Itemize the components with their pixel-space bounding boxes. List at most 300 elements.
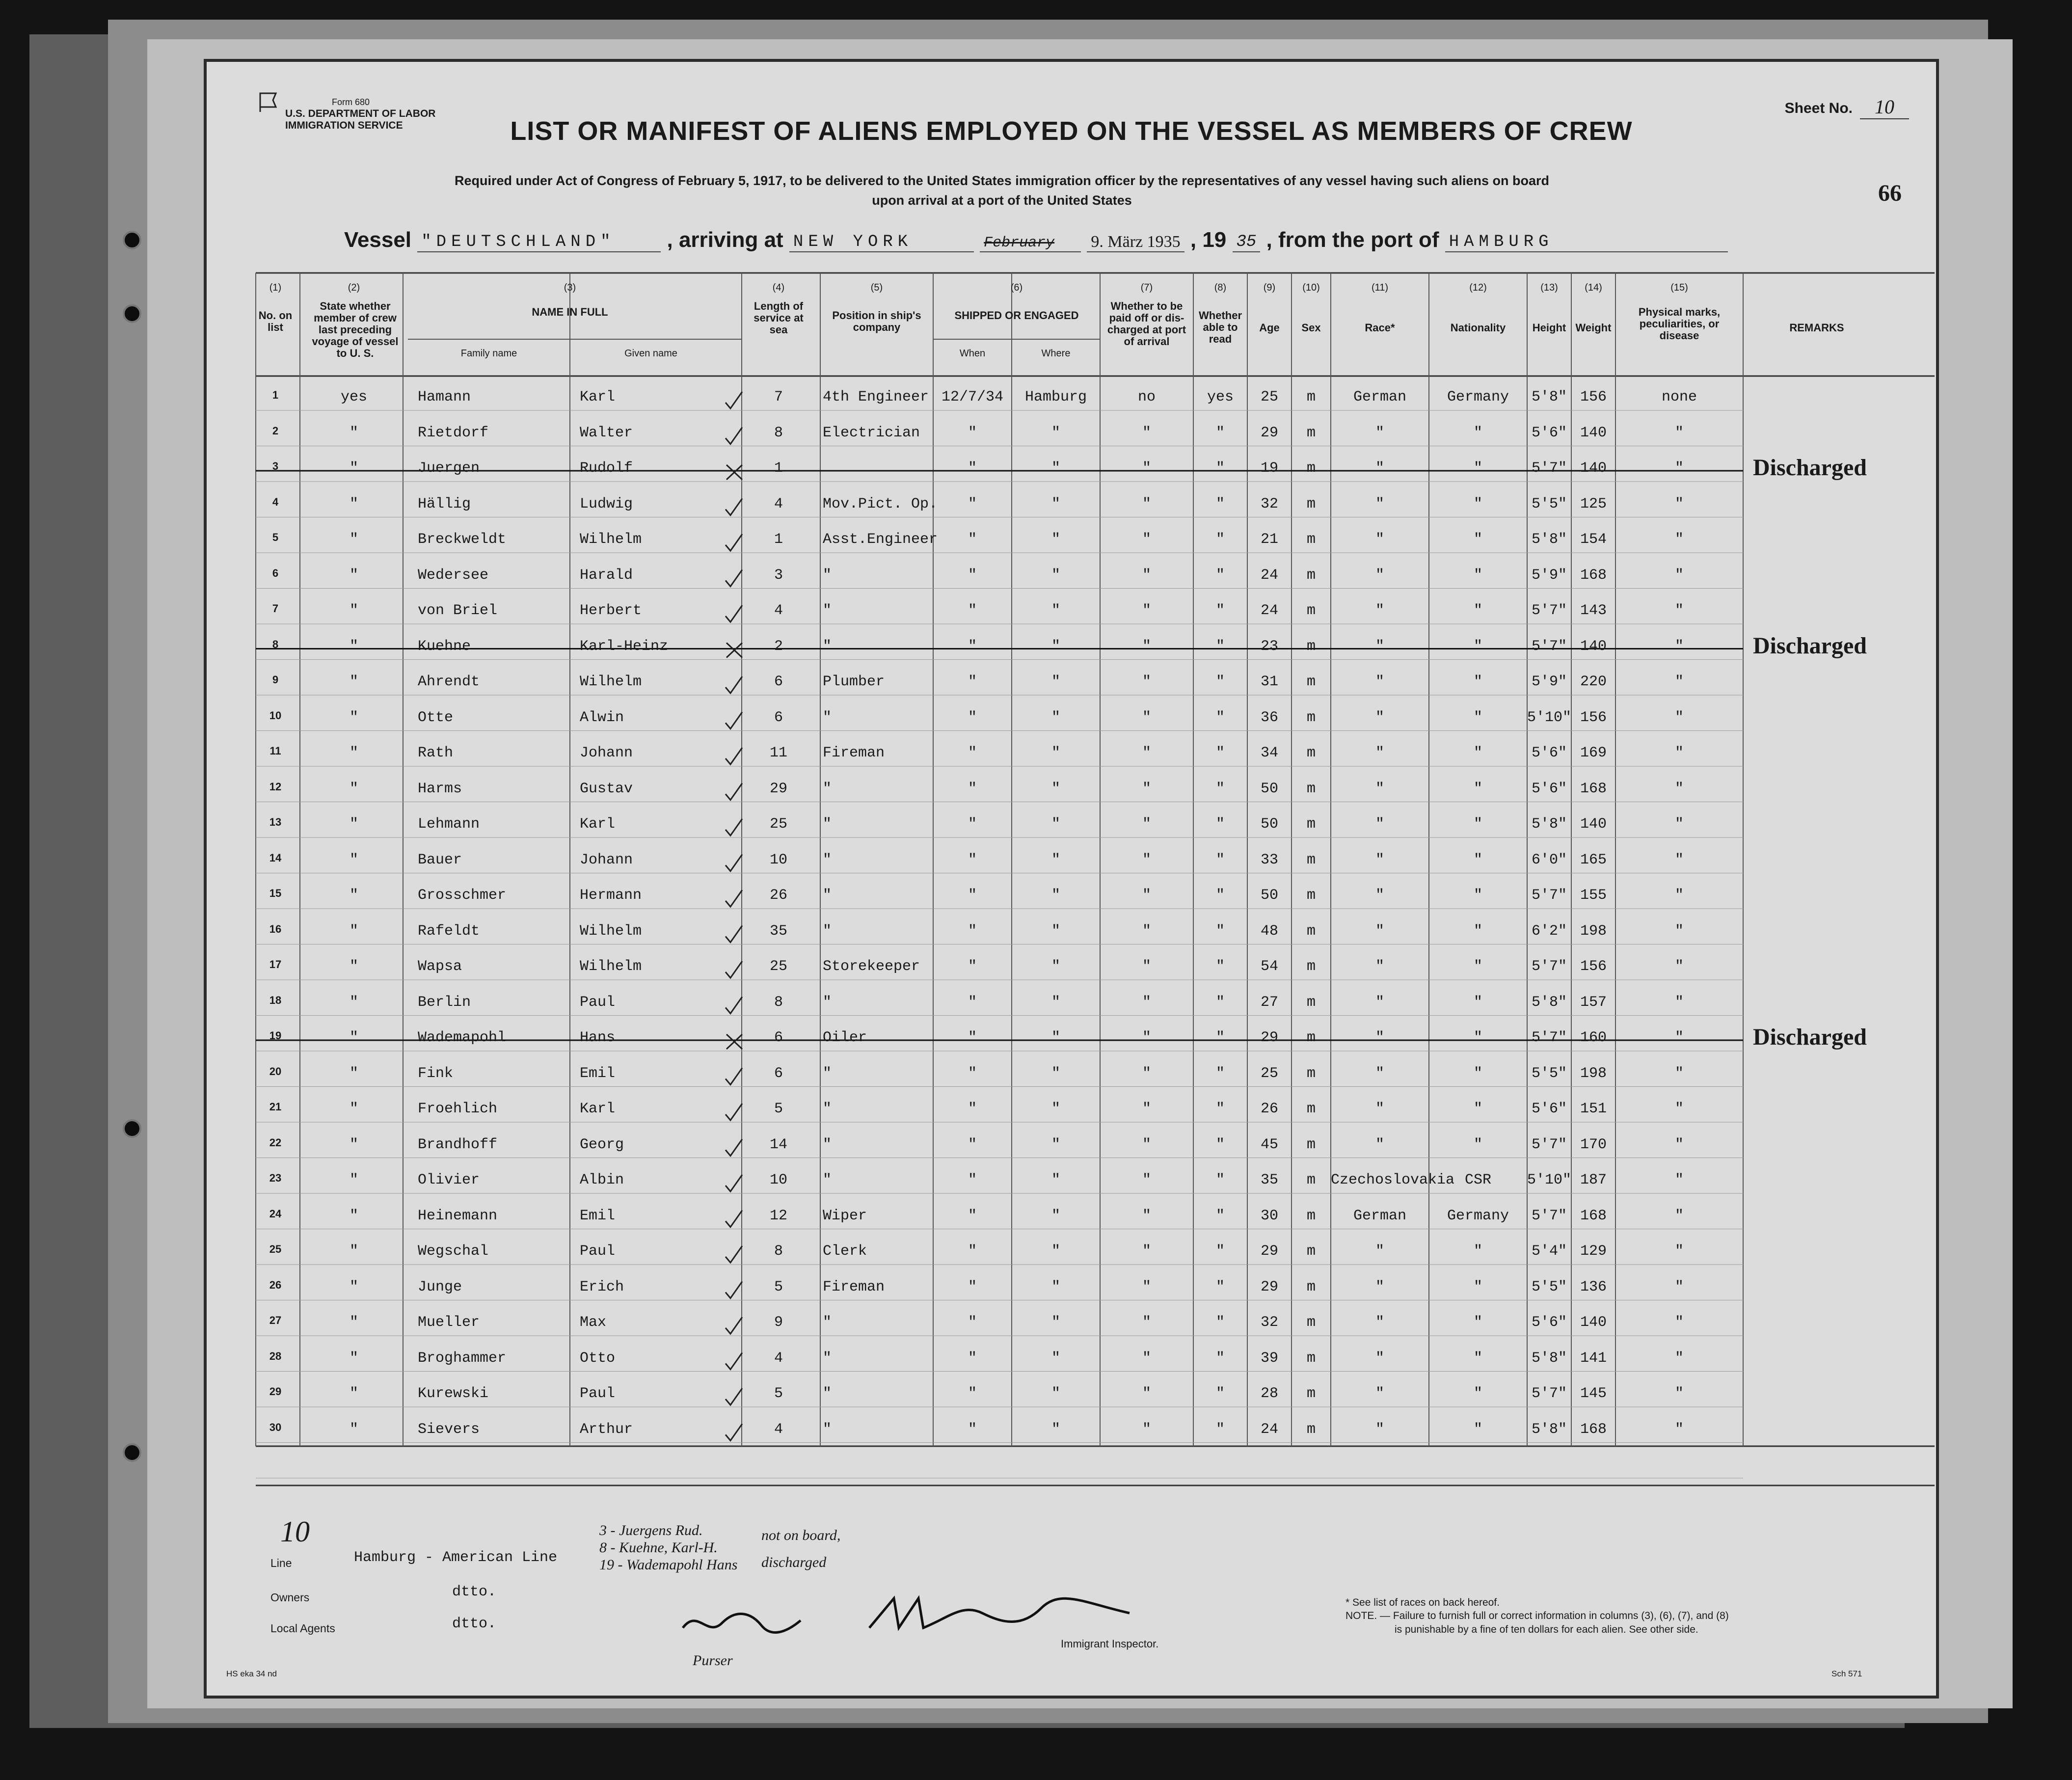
check-mark-icon — [726, 926, 742, 943]
cell-prev: " — [349, 1349, 358, 1367]
sheet-number-value: 10 — [1860, 95, 1909, 119]
cell-paid: " — [1142, 1421, 1151, 1438]
cell-read: " — [1215, 958, 1225, 975]
check-mark-icon — [726, 392, 742, 408]
cell-family: Kurewski — [418, 1385, 489, 1402]
handwritten-note-5: discharged — [761, 1554, 827, 1570]
cell-family: Otte — [418, 709, 454, 726]
cell-marks: " — [1674, 495, 1684, 512]
cell-read: " — [1215, 922, 1225, 940]
cell-when: " — [968, 1278, 977, 1295]
cell-race: " — [1375, 816, 1384, 833]
cell-sex: m — [1306, 780, 1316, 797]
remark-discharged: Discharged — [1753, 1024, 1867, 1050]
cell-height: 5'7" — [1531, 1207, 1567, 1224]
cell-read: " — [1215, 1278, 1225, 1295]
handwritten-note-4: not on board, — [761, 1527, 841, 1543]
cell-race: " — [1375, 851, 1384, 868]
cross-mark-icon — [727, 465, 742, 480]
cell-when: " — [968, 460, 977, 477]
sheet-number-label: Sheet No. — [1784, 100, 1853, 116]
cell-given: Otto — [580, 1349, 616, 1367]
cell-where: " — [1051, 887, 1060, 904]
races-note: * See list of races on back hereof. — [1345, 1597, 1500, 1608]
departure-port: HAMBURG — [1445, 233, 1728, 252]
cell-weight: 140 — [1580, 816, 1607, 833]
cell-when: " — [968, 1385, 977, 1402]
col-number: (9) — [1263, 282, 1276, 293]
cell-prev: " — [349, 1172, 358, 1188]
cell-family: Breckweldt — [418, 531, 507, 548]
cell-paid: " — [1142, 709, 1151, 726]
cell-position: " — [823, 1172, 832, 1188]
cell-nationality: " — [1473, 709, 1482, 726]
cell-prev: " — [349, 958, 358, 975]
cell-prev: " — [349, 922, 358, 940]
cell-height: 5'7" — [1531, 1385, 1567, 1402]
cell-length: 1 — [774, 531, 783, 548]
cell-marks: " — [1674, 1349, 1684, 1367]
agency-line-2: IMMIGRATION SERVICE — [285, 120, 403, 131]
cell-read: " — [1215, 674, 1225, 690]
cell-read: " — [1215, 1243, 1225, 1260]
cell-paid: " — [1142, 1243, 1151, 1260]
cell-position: " — [823, 1385, 832, 1402]
manifest-title: LIST OR MANIFEST OF ALIENS EMPLOYED ON THE VESSEL AS MEMBERS OF CREW — [510, 116, 1633, 146]
cross-mark-icon — [727, 1034, 742, 1049]
cell-family: Lehmann — [418, 816, 480, 833]
cell-no: 24 — [269, 1207, 282, 1220]
check-mark-icon — [726, 748, 742, 764]
cell-marks: " — [1674, 1243, 1684, 1260]
cell-no: 23 — [269, 1172, 282, 1184]
page-stamp-number: 66 — [1878, 180, 1902, 206]
cell-age: 54 — [1260, 958, 1278, 975]
check-mark-icon — [726, 428, 742, 444]
cell-when: " — [968, 745, 977, 761]
cell-nationality: " — [1473, 922, 1482, 940]
cell-marks: " — [1674, 1136, 1684, 1153]
cell-prev: " — [349, 495, 358, 512]
cell-read: " — [1215, 780, 1225, 797]
cell-when: " — [968, 674, 977, 690]
cell-given: Wilhelm — [580, 958, 642, 975]
col-number: (15) — [1670, 282, 1688, 293]
cell-when: " — [968, 1207, 977, 1224]
cell-height: 5'5" — [1531, 1278, 1567, 1295]
header-previous-voyage: State whether member of crew last preceding voyage of vessel to U. S. — [312, 300, 399, 359]
cell-height: 5'10" — [1527, 709, 1572, 726]
cell-where: " — [1051, 1385, 1060, 1402]
col-number: (7) — [1140, 282, 1153, 293]
cell-sex: m — [1306, 851, 1316, 868]
col-number: (6) — [1010, 282, 1023, 293]
cell-position: " — [823, 994, 832, 1011]
cell-height: 5'8" — [1531, 531, 1567, 548]
cell-height: 5'7" — [1531, 602, 1567, 619]
vessel-name: "DEUTSCHLAND" — [417, 233, 661, 252]
cell-length: 25 — [769, 816, 787, 833]
cell-given: Karl — [580, 389, 616, 405]
cell-height: 5'8" — [1531, 1349, 1567, 1367]
cell-sex: m — [1306, 1243, 1316, 1260]
cell-prev: " — [349, 1278, 358, 1295]
cell-length: 5 — [774, 1278, 783, 1295]
cell-marks: " — [1674, 460, 1684, 477]
cell-given: Johann — [580, 851, 633, 868]
cell-age: 24 — [1260, 602, 1278, 619]
vessel-label: Vessel — [344, 228, 412, 252]
cell-race: German — [1353, 1207, 1407, 1224]
cell-given: Hermann — [580, 887, 642, 904]
cell-sex: m — [1306, 709, 1316, 726]
local-agents-label: Local Agents — [270, 1622, 335, 1635]
cell-race: " — [1375, 1349, 1384, 1367]
cell-marks: " — [1674, 531, 1684, 548]
cell-age: 24 — [1260, 1421, 1278, 1438]
cell-nationality: " — [1473, 994, 1482, 1011]
cell-sex: m — [1306, 389, 1316, 405]
cell-height: 5'9" — [1531, 674, 1567, 690]
cell-height: 5'6" — [1531, 424, 1567, 441]
cell-paid: " — [1142, 958, 1151, 975]
cell-marks: " — [1674, 780, 1684, 797]
cell-marks: " — [1674, 1172, 1684, 1188]
cell-weight: 170 — [1580, 1136, 1607, 1153]
cell-position: Clerk — [823, 1243, 867, 1260]
cell-no: 2 — [272, 424, 279, 437]
cell-length: 4 — [774, 1349, 783, 1367]
cell-position: 4th Engineer — [823, 389, 929, 405]
header-family-name: Family name — [460, 348, 517, 359]
cell-race: " — [1375, 602, 1384, 619]
cell-position: " — [823, 816, 832, 833]
cell-age: 23 — [1260, 638, 1278, 655]
cell-position: " — [823, 602, 832, 619]
cell-when: " — [968, 1349, 977, 1367]
cell-given: Harald — [580, 566, 633, 584]
cell-nationality: " — [1473, 1136, 1482, 1153]
cell-weight: 156 — [1580, 709, 1607, 726]
cell-family: Rafeldt — [418, 922, 480, 940]
cell-height: 5'7" — [1531, 958, 1567, 975]
cell-length: 5 — [774, 1101, 783, 1117]
cell-position: Wiper — [823, 1207, 867, 1224]
cell-position: " — [823, 1314, 832, 1331]
header-remarks: REMARKS — [1789, 322, 1844, 334]
cell-marks: " — [1674, 851, 1684, 868]
cell-read: " — [1215, 602, 1225, 619]
cell-read: " — [1215, 1385, 1225, 1402]
cell-age: 50 — [1260, 780, 1278, 797]
cell-position: " — [823, 709, 832, 726]
cell-given: Georg — [580, 1136, 624, 1153]
cell-read: yes — [1207, 389, 1234, 405]
cell-age: 36 — [1260, 709, 1278, 726]
cell-given: Ludwig — [580, 495, 633, 512]
cell-marks: " — [1674, 602, 1684, 619]
form-code: HS eka 34 nd — [226, 1669, 277, 1678]
cell-nationality: " — [1473, 602, 1482, 619]
cell-sex: m — [1306, 745, 1316, 761]
check-mark-icon — [726, 1104, 742, 1120]
cell-weight: 136 — [1580, 1278, 1607, 1295]
cell-when: " — [968, 851, 977, 868]
cell-sex: m — [1306, 566, 1316, 584]
check-mark-icon — [726, 1282, 742, 1298]
cell-no: 15 — [269, 887, 282, 899]
cell-where: " — [1051, 460, 1060, 477]
line-value: Hamburg - American Line — [354, 1549, 558, 1566]
header-where: Where — [1041, 348, 1071, 359]
cell-age: 25 — [1260, 1065, 1278, 1082]
cell-race: " — [1375, 922, 1384, 940]
cell-given: Wilhelm — [580, 674, 642, 690]
cell-where: " — [1051, 1278, 1060, 1295]
cell-race: " — [1375, 1385, 1384, 1402]
col-number: (12) — [1469, 282, 1487, 293]
cell-no: 25 — [269, 1243, 282, 1255]
cell-weight: 143 — [1580, 602, 1607, 619]
cell-length: 4 — [774, 602, 783, 619]
cell-given: Karl-Heinz — [580, 638, 669, 655]
cell-sex: m — [1306, 922, 1316, 940]
cell-nationality: " — [1473, 958, 1482, 975]
check-mark-icon — [726, 1317, 742, 1334]
cell-read: " — [1215, 816, 1225, 833]
cell-weight: 168 — [1580, 780, 1607, 797]
cell-age: 35 — [1260, 1172, 1278, 1188]
cell-where: " — [1051, 602, 1060, 619]
cell-read: " — [1215, 709, 1225, 726]
cell-no: 22 — [269, 1136, 282, 1149]
cell-prev: " — [349, 1243, 358, 1260]
check-mark-icon — [726, 855, 742, 871]
cell-weight: 160 — [1580, 1029, 1607, 1046]
cell-race: " — [1375, 709, 1384, 726]
cell-family: Froehlich — [418, 1101, 498, 1117]
cell-age: 30 — [1260, 1207, 1278, 1224]
cell-marks: " — [1674, 958, 1684, 975]
manifest-sheet — [204, 59, 1939, 1699]
cell-family: Rietdorf — [418, 424, 489, 441]
cell-family: Berlin — [418, 994, 471, 1011]
cell-age: 45 — [1260, 1136, 1278, 1153]
cell-when: " — [968, 424, 977, 441]
cell-nationality: " — [1473, 460, 1482, 477]
cell-age: 29 — [1260, 1243, 1278, 1260]
cell-nationality: " — [1473, 531, 1482, 548]
cell-given: Max — [580, 1314, 607, 1331]
cell-sex: m — [1306, 994, 1316, 1011]
check-mark-icon — [726, 570, 742, 587]
cell-where: " — [1051, 531, 1060, 548]
check-mark-icon — [726, 1353, 742, 1370]
cell-prev: " — [349, 674, 358, 690]
cell-where: " — [1051, 1349, 1060, 1367]
cell-weight: 145 — [1580, 1385, 1607, 1402]
col-number: (14) — [1585, 282, 1602, 293]
header-shipped-engaged: SHIPPED OR ENGAGED — [954, 309, 1079, 322]
cell-age: 50 — [1260, 887, 1278, 904]
cell-age: 32 — [1260, 1314, 1278, 1331]
cell-paid: " — [1142, 1314, 1151, 1331]
cell-where: " — [1051, 1136, 1060, 1153]
cell-race: " — [1375, 1136, 1384, 1153]
check-mark-icon — [726, 676, 742, 693]
cell-paid: " — [1142, 1029, 1151, 1046]
cell-nationality: " — [1473, 1029, 1482, 1046]
cell-when: " — [968, 709, 977, 726]
cell-prev: " — [349, 638, 358, 655]
cell-given: Erich — [580, 1278, 624, 1295]
line-label: Line — [270, 1557, 292, 1569]
cell-marks: " — [1674, 994, 1684, 1011]
date-stamp: 9. März 1935 — [1087, 233, 1184, 252]
cell-given: Hans — [580, 1029, 616, 1046]
handwritten-count: 10 — [280, 1515, 310, 1548]
cell-position: " — [823, 1065, 832, 1082]
cell-read: " — [1215, 1065, 1225, 1082]
cell-given: Rudolf — [580, 460, 633, 477]
cell-no: 10 — [269, 709, 282, 722]
cell-family: Wegschal — [418, 1243, 489, 1260]
header-nationality: Nationality — [1450, 322, 1506, 334]
cell-length: 11 — [769, 745, 787, 761]
cell-weight: 187 — [1580, 1172, 1607, 1188]
cell-paid: " — [1142, 531, 1151, 548]
cell-no: 17 — [269, 958, 282, 971]
cell-marks: " — [1674, 816, 1684, 833]
local-agents-value: dtto. — [452, 1616, 497, 1632]
cell-read: " — [1215, 1349, 1225, 1367]
header-when: When — [959, 348, 986, 359]
cell-age: 26 — [1260, 1101, 1278, 1117]
cell-height: 5'8" — [1531, 1421, 1567, 1438]
cell-given: Paul — [580, 1385, 616, 1402]
col-number: (3) — [564, 282, 576, 293]
col-number: (11) — [1371, 282, 1389, 293]
cell-race: " — [1375, 1278, 1384, 1295]
cell-nationality: " — [1473, 424, 1482, 441]
cell-where: " — [1051, 1172, 1060, 1188]
cell-prev: " — [349, 602, 358, 619]
cell-sex: m — [1306, 1172, 1316, 1188]
cell-family: Bauer — [418, 851, 462, 868]
inspector-signature — [864, 1589, 1139, 1643]
check-mark-icon — [726, 1211, 742, 1227]
cell-where: " — [1051, 1314, 1060, 1331]
cell-paid: " — [1142, 851, 1151, 868]
cell-age: 28 — [1260, 1385, 1278, 1402]
header-sex: Sex — [1301, 322, 1321, 334]
penalty-note-2: is punishable by a fine of ten dollars for each alien. See other side. — [1395, 1624, 1698, 1635]
cell-sex: m — [1306, 638, 1316, 655]
cell-family: Wedersee — [418, 566, 489, 584]
cell-length: 25 — [769, 958, 787, 975]
cell-marks: none — [1661, 389, 1697, 405]
cell-prev: " — [349, 566, 358, 584]
cell-position: Oiler — [823, 1029, 867, 1046]
cell-no: 26 — [269, 1278, 282, 1291]
cell-weight: 169 — [1580, 745, 1607, 761]
cell-weight: 198 — [1580, 922, 1607, 940]
cell-nationality: CSR — [1464, 1172, 1491, 1188]
cell-prev: " — [349, 424, 358, 441]
handwritten-note-3: 19 - Wademapohl Hans — [599, 1557, 738, 1573]
cell-race: " — [1375, 460, 1384, 477]
cell-age: 27 — [1260, 994, 1278, 1011]
cell-length: 3 — [774, 566, 783, 584]
subtitle-line-2: upon arrival at a port of the United States — [872, 193, 1132, 208]
cell-sex: m — [1306, 1349, 1316, 1367]
cell-read: " — [1215, 1029, 1225, 1046]
cell-sex: m — [1306, 1065, 1316, 1082]
cell-when: " — [968, 1101, 977, 1117]
cell-where: " — [1051, 495, 1060, 512]
cell-family: Kuehne — [418, 638, 471, 655]
cell-length: 1 — [774, 460, 783, 477]
cell-position: " — [823, 1136, 832, 1153]
check-mark-icon — [726, 1424, 742, 1441]
cell-when: " — [968, 887, 977, 904]
cell-prev: " — [349, 1065, 358, 1082]
header-height: Height — [1532, 322, 1566, 334]
cell-length: 12 — [769, 1207, 787, 1224]
binder-hole — [123, 231, 141, 249]
struck-month: February — [980, 235, 1081, 252]
cell-race: " — [1375, 674, 1384, 690]
cell-race: " — [1375, 887, 1384, 904]
cross-mark-icon — [727, 643, 742, 658]
cell-where: " — [1051, 816, 1060, 833]
cell-read: " — [1215, 1136, 1225, 1153]
cell-where: " — [1051, 674, 1060, 690]
header-paid-off: Whether to be paid off or dis-charged at port of arrival — [1107, 300, 1186, 348]
cell-no: 20 — [269, 1065, 282, 1078]
cell-position: Fireman — [823, 745, 885, 761]
header-name-in-full: NAME IN FULL — [532, 306, 608, 318]
header-no-on-list: No. on list — [258, 309, 293, 333]
cell-length: 9 — [774, 1314, 783, 1331]
cell-given: Emil — [580, 1207, 616, 1224]
cell-height: 6'0" — [1531, 851, 1567, 868]
cell-paid: " — [1142, 1172, 1151, 1188]
cell-family: Broghammer — [418, 1349, 507, 1367]
cell-nationality: " — [1473, 566, 1482, 584]
cell-no: 8 — [272, 638, 279, 650]
col-number: (2) — [348, 282, 360, 293]
cell-sex: m — [1306, 1207, 1316, 1224]
cell-sex: m — [1306, 674, 1316, 690]
cell-prev: " — [349, 1385, 358, 1402]
cell-weight: 140 — [1580, 460, 1607, 477]
cell-family: Mueller — [418, 1314, 480, 1331]
owners-value: dtto. — [452, 1584, 497, 1600]
cell-where: " — [1051, 1029, 1060, 1046]
cell-race: " — [1375, 495, 1384, 512]
cell-position: " — [823, 922, 832, 940]
cell-nationality: " — [1473, 638, 1482, 655]
cell-length: 29 — [769, 780, 787, 797]
cell-sex: m — [1306, 958, 1316, 975]
cell-prev: " — [349, 1029, 358, 1046]
cell-marks: " — [1674, 1421, 1684, 1438]
cell-paid: " — [1142, 566, 1151, 584]
cell-where: " — [1051, 922, 1060, 940]
cell-when: " — [968, 1421, 977, 1438]
cell-height: 5'6" — [1531, 745, 1567, 761]
